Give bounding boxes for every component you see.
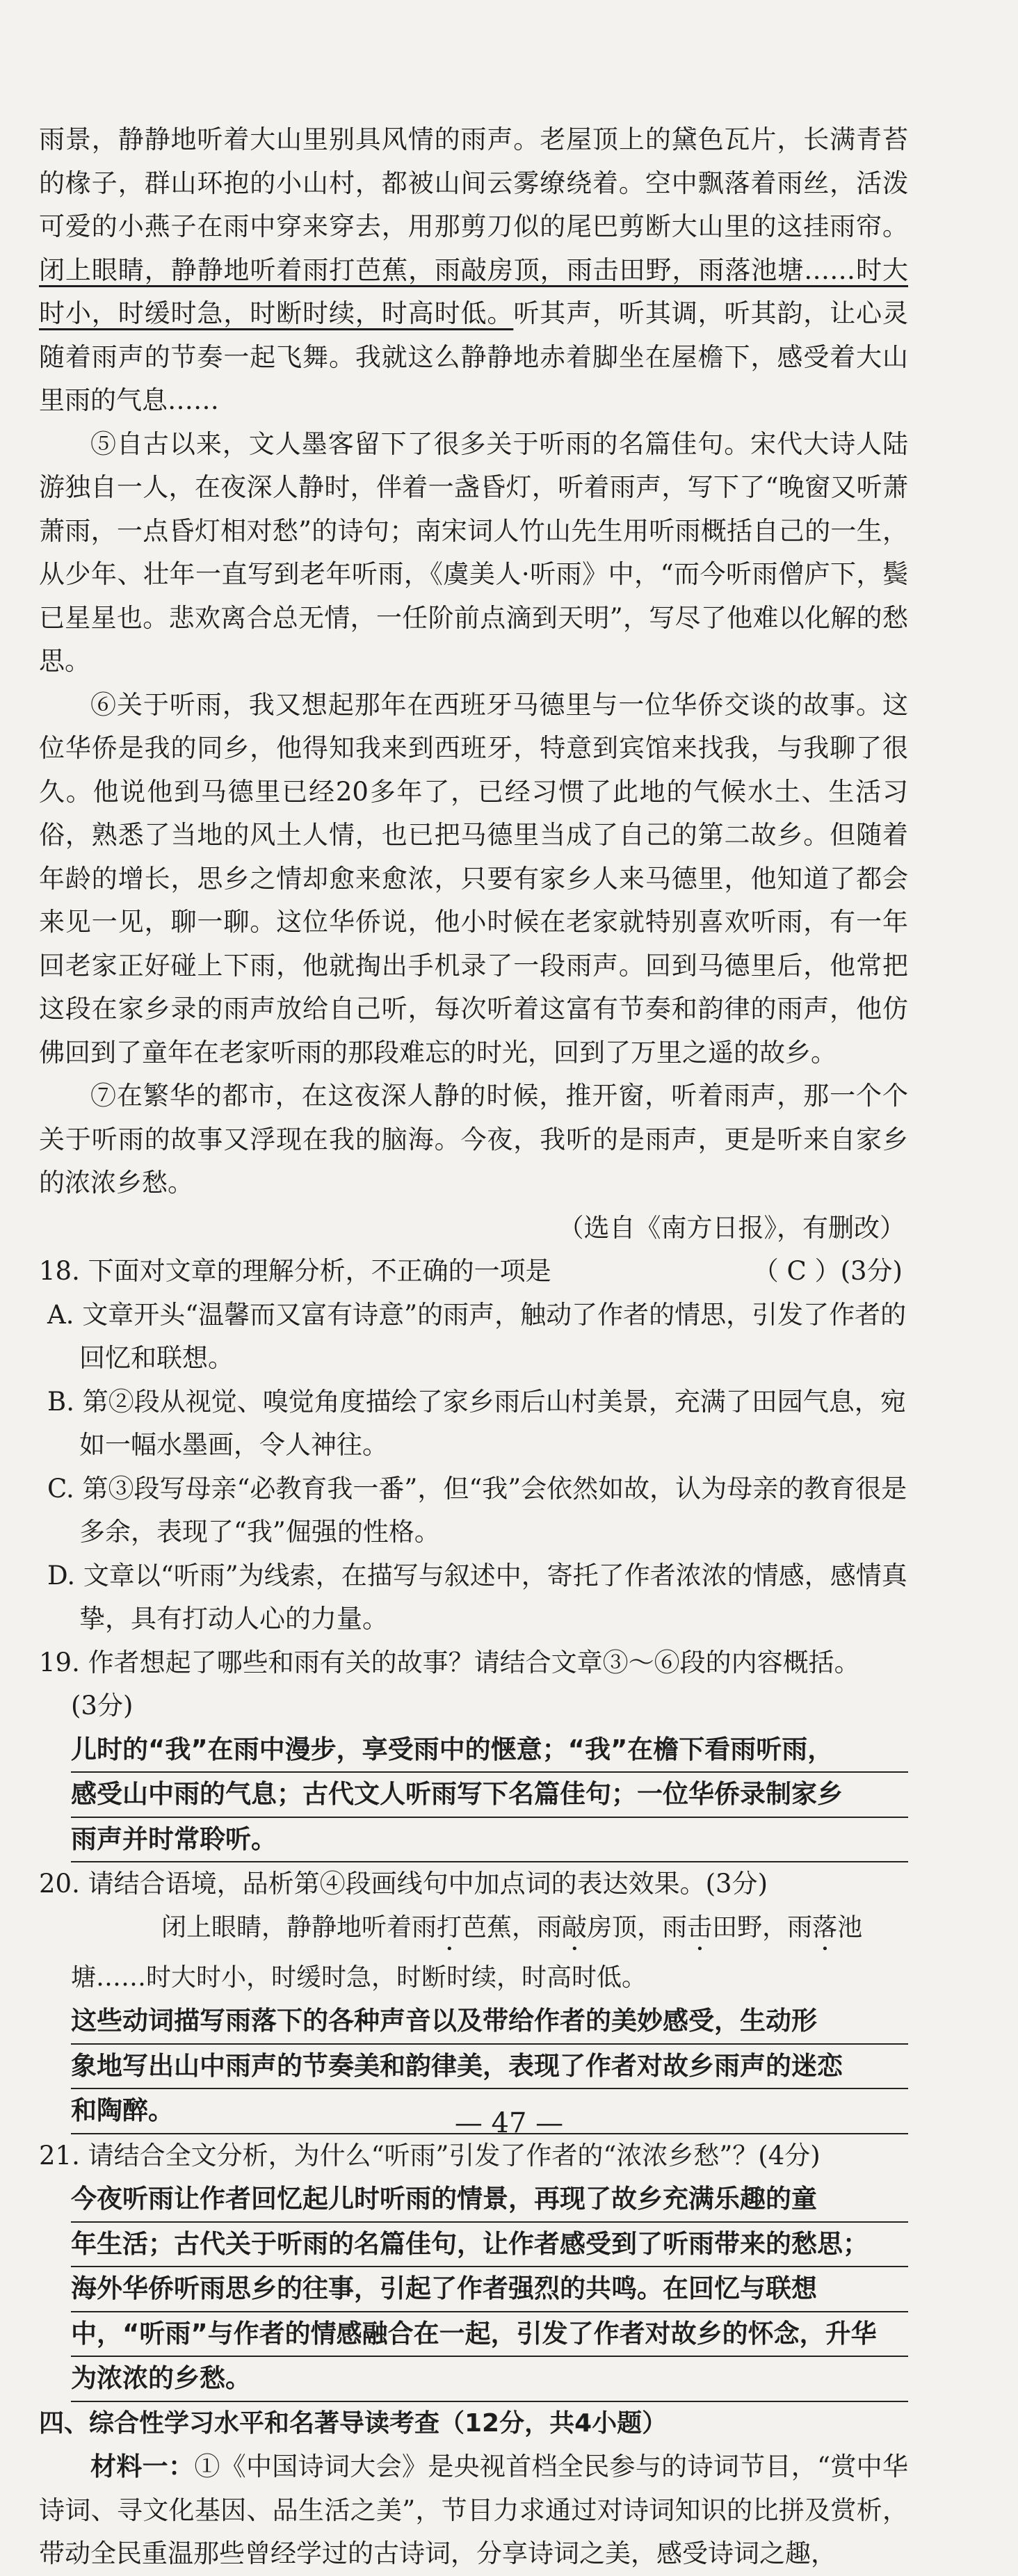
question-stem: 20. 请结合语境，品析第④段画线句中加点词的表达效果。(3分) [39, 1869, 768, 1899]
answer-block [39, 1728, 908, 1863]
quote-text: 闭上眼睛，静静地听着雨 [161, 1913, 437, 1942]
question-18 [39, 1250, 908, 1641]
dotted-word: 打 [437, 1913, 462, 1942]
page-number: — 47 — [454, 2107, 564, 2139]
option-d: D. 文章以“听雨”为线索，在描写与叙述中，寄托了作者浓浓的情感，感情真挚，具有打动人心的力量。 [47, 1560, 907, 1634]
quote-text: 房顶，雨 [587, 1913, 688, 1942]
dotted-word: 击 [687, 1913, 713, 1942]
answer-line: 海外华侨听雨思乡的往事，引起了作者强烈的共鸣。在回忆与联想 [71, 2267, 908, 2312]
quote-text: 芭蕉，雨 [462, 1913, 563, 1942]
quoted-sentence [39, 1906, 908, 2000]
passage-paragraph-6: ⑥关于听雨，我又想起那年在西班牙马德里与一位华侨交谈的故事。这位华侨是我的同乡，他得知我来到西班牙，特意到宾馆来找我，与我聊了很久。他说他到马德里已经20多年了，已经习惯了此地的气候水土、生活习俗，熟悉了当地的风土人情，也已把马德里当成了自己的第二故乡。但随着年龄的增长，思乡之情却愈来愈浓，只要有家乡人来马德里，他知道了都会来见一见，聊一聊。这位华侨说，他小时候在老家就特别喜欢听雨，有一年回老家正好碰上下雨，他就掏出手机录了一段雨声。回到马德里后，他常把这段在家乡录的雨声放给自己听，每次听着这富有节奏和韵律的雨声，他仿佛回到了童年在老家听雨的那段难忘的时光，回到了万里之遥的故乡。 [39, 689, 908, 1068]
source-citation: （选自《南方日报》，有删改） [558, 1212, 905, 1243]
answer-block [39, 2177, 908, 2402]
dotted-word: 落 [812, 1913, 838, 1942]
question-answer: （ C ）(3分) [752, 1256, 903, 1286]
material-text: ①《中国诗词大会》是央视首档全民参与的诗词节目，“赏中华诗词、寻文化基因、品生活之美”，节目力求通过对诗词知识的比拼及赏析，带动全民重温那些曾经学过的古诗词，分享诗词之美，感受诗词之趣， [39, 2452, 909, 2568]
underlined-sentence: 闭上眼睛，静静地听着雨打芭蕉，雨敲房顶，雨击田野，雨落池塘……时大时小，时缓时急，时断时续，时高时低。 [39, 255, 908, 328]
answer-line: 年生活；古代关于听雨的名篇佳句，让作者感受到了听雨带来的愁思； [71, 2223, 908, 2268]
passage-paragraph-5: ⑤自古以来，文人墨客留下了很多关于听雨的名篇佳句。宋代大诗人陆游独自一人，在夜深人静时，伴着一盏昏灯，听着雨声，写下了“晚窗又听萧萧雨，一点昏灯相对愁”的诗句；南宋词人竹山先生用听雨概括自己的一生，从少年、壮年一直写到老年听雨，《虞美人·听雨》中，“而今听雨僧庐下，鬓已星星也。悲欢离合总无情，一任阶前点滴到天明”，写尽了他难以化解的愁思。 [39, 428, 908, 676]
passage-paragraph-7: ⑦在繁华的都市，在这夜深人静的时候，推开窗，听着雨声，那一个个关于听雨的故事又浮现在我的脑海。今夜，我听的是雨声，更是听来自家乡的浓浓乡愁。 [39, 1081, 908, 1198]
answer-line: 和陶醉。 [71, 2089, 908, 2134]
question-stem: 19. 作者想起了哪些和雨有关的故事？请结合文章③～⑥段的内容概括。 [39, 1647, 860, 1677]
material-one-paragraph [39, 2445, 908, 2576]
quote-text: 田野，雨 [712, 1913, 813, 1942]
question-19 [39, 1641, 908, 1863]
question-21 [39, 2134, 908, 2402]
answer-line: 这些动词描写雨落下的各种声音以及带给作者的美妙感受，生动形 [71, 1999, 908, 2045]
answer-line: 为浓浓的乡愁。 [71, 2357, 908, 2402]
question-20 [39, 1862, 908, 2134]
answer-line: 雨声并时常聆听。 [71, 1818, 908, 1863]
answer-line: 中，“听雨”与作者的情感融合在一起，引发了作者对故乡的怀念，升华 [71, 2312, 908, 2358]
quote-text: 池塘……时大时小，时缓时急，时断时续，时高时低。 [71, 1913, 863, 1992]
answer-line: 象地写出山中雨声的节奏美和韵律美，表现了作者对故乡雨声的迷恋 [71, 2045, 908, 2090]
passage-paragraph-continued [39, 118, 908, 423]
answer-line: 感受山中雨的气息；古代文人听雨写下名篇佳句；一位华侨录制家乡 [71, 1773, 908, 1818]
answer-line: 今夜听雨让作者回忆起儿时听雨的情景，再现了故乡充满乐趣的童 [71, 2177, 908, 2223]
option-a: A. 文章开头“温馨而又富有诗意”的雨声，触动了作者的情思，引发了作者的回忆和联想。 [47, 1299, 907, 1373]
paragraph-text: 雨景，静静地听着大山里别具风情的雨声。老屋顶上的黛色瓦片，长满青苔的椽子，群山环抱的小山村，都被山间云雾缭绕着。空中飘落着雨丝，活泼可爱的小燕子在雨中穿来穿去，用那剪刀似的尾巴剪断大山里的这挂雨帘。 [39, 124, 908, 241]
question-stem: 18. 下面对文章的理解分析，不正确的一项是 [39, 1256, 551, 1286]
material-label: 材料一： [90, 2452, 195, 2481]
page-content [39, 118, 908, 2576]
dotted-word: 敲 [562, 1913, 588, 1942]
question-stem: 21. 请结合全文分析，为什么“听雨”引发了作者的“浓浓乡愁”？(4分) [39, 2140, 821, 2171]
option-c: C. 第③段写母亲“必教育我一番”，但“我”会依然如故，认为母亲的教育很是多余，表现了“我”倔强的性格。 [47, 1473, 907, 1547]
option-b: B. 第②段从视觉、嗅觉角度描绘了家乡雨后山村美景，充满了田园气息，宛如一幅水墨画，令人神往。 [47, 1386, 906, 1460]
section-heading: 四、综合性学习水平和名著导读考查（12分，共4小题） [39, 2408, 668, 2438]
paragraph-text: 听其声，听其调，听其韵，让心灵随着雨声的节奏一起飞舞。我就这么静静地赤着脚坐在屋檐下，感受着大山里雨的气息…… [39, 298, 908, 415]
answer-line: 儿时的“我”在雨中漫步，享受雨中的惬意；“我”在檐下看雨听雨， [71, 1728, 908, 1773]
question-score: (3分) [71, 1691, 134, 1721]
